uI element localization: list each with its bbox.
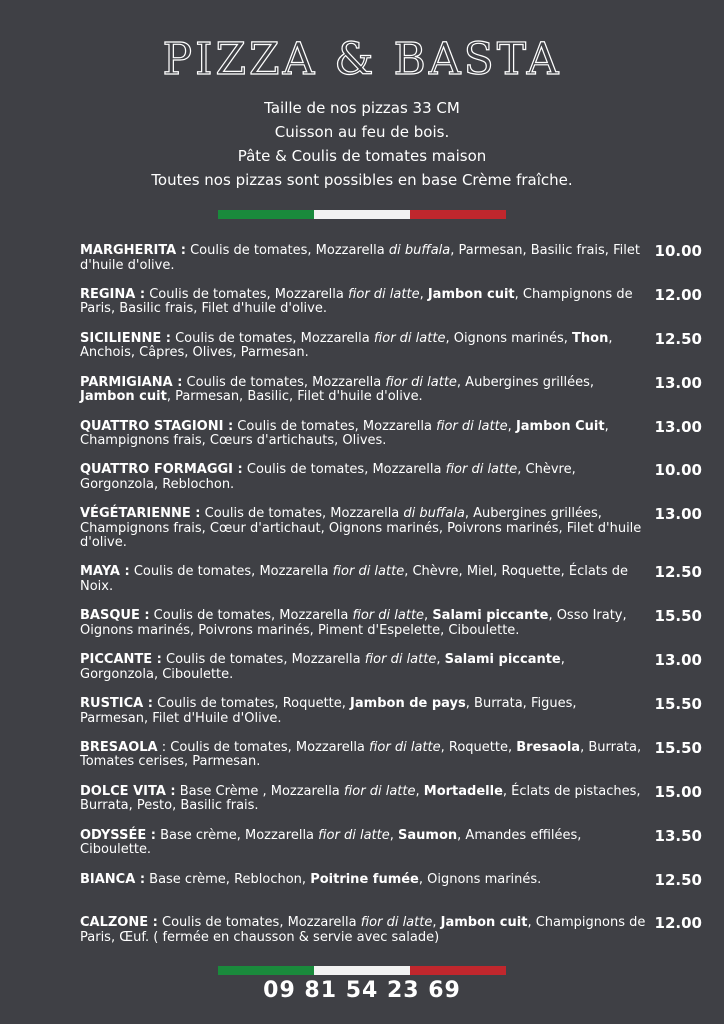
- pizza-name: QUATTRO FORMAGGI :: [80, 462, 243, 478]
- key-ingredient: Jambon cuit: [427, 286, 515, 302]
- intro-line: Pâte & Coulis de tomates maison: [237, 147, 487, 165]
- ingredient-variety: fior di latte: [347, 286, 420, 302]
- phone-number[interactable]: 09 81 54 23 69: [263, 978, 461, 1003]
- menu-item: [80, 463, 706, 507]
- ingredients-text: , Champignons frais, Cœurs d'artichauts, Olives.: [80, 418, 609, 449]
- menu-item-description: [80, 697, 646, 726]
- ingredient-variety: fior di latte: [445, 462, 518, 478]
- pizza-menu-list: [80, 244, 706, 960]
- key-ingredient: Saumon: [398, 827, 458, 843]
- pizza-price: 15.50: [654, 607, 702, 626]
- ingredients-text: , Parmesan, Basilic frais, Filet d'huile d'olive.: [80, 243, 640, 273]
- ingredients-text: , Roquette,: [440, 739, 517, 755]
- menu-item: [80, 916, 706, 960]
- pizza-price: 10.00: [654, 242, 702, 260]
- pizza-name: MAYA :: [80, 564, 130, 580]
- menu-item: [80, 417, 706, 464]
- flag-red-stripe: [410, 966, 506, 975]
- ingredients-text: , Chèvre, Miel, Roquette, Éclats de Noix.: [80, 564, 629, 594]
- menu-item-description: [80, 244, 646, 273]
- ingredient-variety: fior di latte: [318, 827, 390, 843]
- ingredients-text: , Champignons de Paris, Œuf. ( fermée en chausson & servie avec salade): [80, 915, 646, 945]
- menu-item-description: [80, 332, 646, 361]
- ingredients-text: Coulis de tomates, Mozzarella: [161, 652, 365, 668]
- ingredients-text: , Aubergines grillées, Champignons frais, Cœur d'artichaut, Oignons marinés, Poivrons marinés, Filet d'huile d'olive.: [80, 506, 642, 551]
- ingredients-text: Base Crème , Mozzarella: [175, 783, 344, 799]
- menu-item-description: [80, 507, 646, 551]
- ingredients-text: ,: [389, 827, 399, 843]
- key-ingredient: Mortadelle: [423, 783, 503, 799]
- ingredients-text: , Aubergines grillées,: [456, 374, 595, 390]
- flag-white-stripe: [314, 210, 410, 219]
- ingredient-variety: fior di latte: [385, 374, 457, 390]
- ingredients-text: Coulis de tomates, Mozzarella: [200, 506, 404, 522]
- restaurant-title: PIZZA & BASTA: [162, 34, 562, 85]
- ingredient-variety: di buffala: [388, 243, 451, 258]
- ingredient-variety: fior di latte: [360, 915, 433, 931]
- pizza-price: 13.00: [654, 373, 702, 392]
- ingredients-text: , Champignons de Paris, Basilic frais, Filet d'huile d'olive.: [80, 286, 633, 317]
- pizza-name: BRESAOLA: [80, 739, 158, 755]
- ingredients-text: Coulis de tomates, Mozzarella: [233, 418, 437, 434]
- ingredient-variety: di buffala: [403, 506, 465, 522]
- pizza-price: 12.00: [654, 285, 702, 304]
- ingredient-variety: fior di latte: [364, 652, 437, 668]
- key-ingredient: Jambon de pays: [350, 696, 466, 712]
- ingredients-text: Coulis de tomates, Mozzarella: [170, 330, 374, 346]
- intro-line: Taille de nos pizzas 33 CM: [264, 99, 460, 117]
- key-ingredient: Poitrine fumée: [310, 871, 419, 887]
- ingredients-text: , Burrata, Figues, Parmesan, Filet d'Huile d'Olive.: [80, 696, 577, 726]
- menu-item-description: [80, 785, 646, 814]
- pizza-name: BIANCA :: [80, 871, 146, 887]
- intro-line: Cuisson au feu de bois.: [274, 123, 450, 141]
- pizza-name: QUATTRO STAGIONI :: [80, 418, 234, 434]
- ingredient-variety: fior di latte: [369, 739, 441, 755]
- ingredient-variety: fior di latte: [352, 608, 425, 624]
- pizza-name: BASQUE :: [80, 608, 150, 624]
- ingredients-text: , Parmesan, Basilic, Filet d'huile d'olive.: [166, 389, 423, 405]
- ingredients-text: Coulis de tomates, Mozzarella: [149, 608, 353, 624]
- pizza-price: 12.50: [654, 563, 702, 582]
- flag-green-stripe: [218, 210, 314, 219]
- ingredients-text: ,: [415, 783, 424, 799]
- pizza-price: 13.00: [654, 505, 702, 524]
- menu-item-description: [80, 420, 646, 449]
- menu-item: [80, 507, 706, 565]
- intro-line: Toutes nos pizzas sont possibles en base Crème fraîche.: [151, 171, 573, 189]
- ingredients-text: , Burrata, Tomates cerises, Parmesan.: [80, 739, 642, 770]
- pizza-price: 10.00: [654, 461, 702, 480]
- menu-item-description: [80, 829, 646, 858]
- ingredient-variety: fior di latte: [343, 783, 416, 799]
- menu-item: [80, 697, 706, 741]
- pizza-price: 12.00: [654, 914, 702, 933]
- menu-item-description: [80, 463, 646, 492]
- menu-item: [80, 285, 706, 332]
- pizza-name: PARMIGIANA :: [80, 374, 183, 390]
- pizza-name: DOLCE VITA :: [80, 783, 176, 799]
- menu-item-description: [80, 376, 646, 405]
- flag-white-stripe: [314, 966, 410, 975]
- ingredients-text: Coulis de tomates, Mozzarella: [185, 243, 389, 258]
- ingredients-text: Coulis de tomates, Mozzarella: [157, 915, 361, 931]
- pizza-name: PICCANTE :: [80, 652, 162, 668]
- menu-item: [80, 329, 706, 376]
- pizza-name: VÉGÉTARIENNE :: [80, 506, 201, 522]
- menu-item-description: [80, 609, 646, 638]
- flag-red-stripe: [410, 210, 506, 219]
- pizza-name: CALZONE :: [80, 915, 158, 931]
- ingredients-text: , Éclats de pistaches, Burrata, Pesto, Basilic frais.: [80, 783, 641, 814]
- ingredient-variety: fior di latte: [332, 564, 405, 580]
- menu-item-description: [80, 873, 646, 888]
- ingredients-text: , Oignons marinés,: [445, 330, 573, 346]
- ingredient-variety: fior di latte: [436, 418, 508, 434]
- pizza-price: 13.00: [654, 651, 702, 670]
- key-ingredient: Salami piccante: [432, 608, 549, 624]
- pizza-name: SICILIENNE :: [80, 330, 171, 346]
- pizza-price: 15.50: [654, 695, 702, 714]
- pizza-price: 15.00: [654, 782, 702, 801]
- italian-flag-divider-bottom: [218, 966, 506, 975]
- ingredients-text: , Chèvre, Gorgonzola, Reblochon.: [80, 462, 576, 492]
- flag-green-stripe: [218, 966, 314, 975]
- key-ingredient: Thon: [572, 330, 609, 346]
- italian-flag-divider-top: [218, 210, 506, 219]
- pizza-price: 15.50: [654, 738, 702, 757]
- menu-item: [80, 609, 706, 653]
- ingredients-text: Base crème, Reblochon,: [145, 871, 311, 887]
- ingredients-text: , Amandes effilées, Ciboulette.: [80, 827, 582, 858]
- pizza-price: 13.50: [654, 826, 702, 845]
- ingredients-text: ,: [432, 915, 441, 931]
- ingredients-text: ,: [424, 608, 433, 624]
- pizza-name: RUSTICA :: [80, 696, 153, 712]
- pizza-price: 12.50: [654, 870, 702, 889]
- key-ingredient: Jambon cuit: [80, 389, 167, 405]
- ingredients-text: Coulis de tomates, Mozzarella: [242, 462, 446, 478]
- intro-text: [0, 96, 724, 192]
- menu-item: [80, 870, 706, 917]
- ingredients-text: Coulis de tomates, Mozzarella: [129, 564, 333, 580]
- menu-item: [80, 565, 706, 609]
- ingredients-text: ,: [436, 652, 445, 668]
- ingredients-text: , Osso Iraty, Oignons marinés, Poivrons marinés, Piment d'Espelette, Ciboulette.: [80, 608, 627, 638]
- ingredients-text: ,: [507, 418, 516, 434]
- pizza-name: REGINA :: [80, 286, 146, 302]
- pizza-price: 13.00: [654, 417, 702, 436]
- key-ingredient: Bresaola: [516, 739, 581, 755]
- menu-item-description: [80, 741, 646, 770]
- menu-item-description: [80, 565, 646, 594]
- pizza-name: MARGHERITA :: [80, 243, 186, 258]
- ingredient-variety: fior di latte: [373, 330, 446, 346]
- ingredients-text: ,: [419, 286, 428, 302]
- ingredients-text: Coulis de tomates, Mozzarella: [182, 374, 386, 390]
- menu-item: [80, 782, 706, 829]
- menu-item: [80, 373, 706, 420]
- ingredients-text: : Coulis de tomates, Mozzarella: [157, 739, 370, 755]
- ingredients-text: , Anchois, Câpres, Olives, Parmesan.: [80, 330, 613, 361]
- ingredients-text: Coulis de tomates, Roquette,: [152, 696, 351, 712]
- key-ingredient: Salami piccante: [444, 652, 561, 668]
- ingredients-text: , Gorgonzola, Ciboulette.: [80, 652, 565, 682]
- key-ingredient: Jambon cuit: [440, 915, 528, 931]
- menu-item-description: [80, 916, 646, 945]
- menu-item-description: [80, 288, 646, 317]
- ingredients-text: Base crème, Mozzarella: [155, 827, 319, 843]
- menu-item: [80, 826, 706, 873]
- pizza-name: ODYSSÉE :: [80, 827, 156, 843]
- menu-item: [80, 738, 706, 785]
- ingredients-text: Coulis de tomates, Mozzarella: [145, 286, 348, 302]
- ingredients-text: , Oignons marinés.: [418, 871, 542, 887]
- key-ingredient: Jambon Cuit: [515, 418, 605, 434]
- menu-item-description: [80, 653, 646, 682]
- pizza-price: 12.50: [654, 329, 702, 348]
- menu-item: [80, 653, 706, 697]
- menu-item: [80, 244, 706, 288]
